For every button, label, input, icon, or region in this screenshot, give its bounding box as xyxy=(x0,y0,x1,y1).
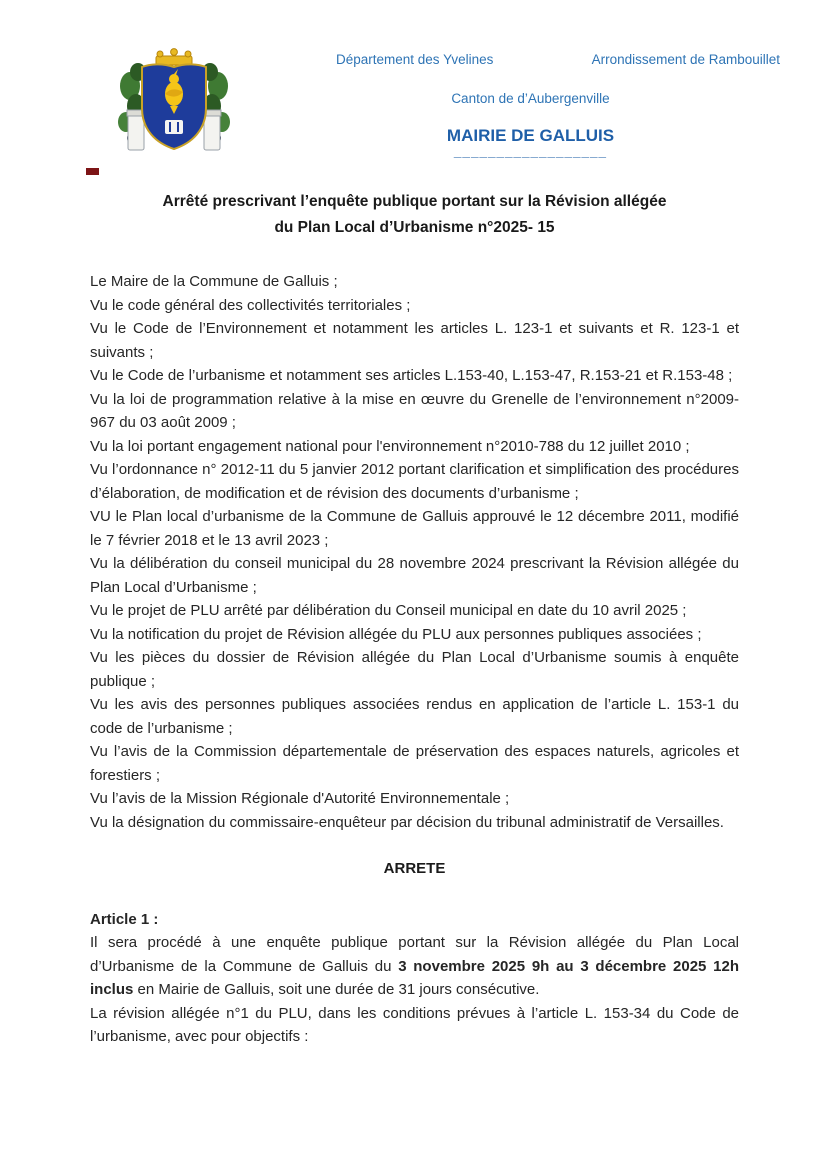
header-text-block xyxy=(236,48,827,159)
recital-paragraph: Vu l’avis de la Commission départementale de préservation des espaces naturels, agricoles et forestiers ; xyxy=(90,743,739,784)
article1-paragraph1 xyxy=(90,931,739,1002)
document-header xyxy=(0,0,827,159)
recital-paragraph: Vu l’avis de la Mission Régionale d'Autorité Environnementale ; xyxy=(90,790,510,807)
recital-paragraph: Vu la loi de programmation relative à la mise en œuvre du Grenelle de l’environnement n°2009-967 du 03 août 2009 ; xyxy=(90,390,739,431)
article1-heading: Article 1 : xyxy=(90,910,159,928)
recitals-section xyxy=(90,270,739,834)
document-body xyxy=(0,189,827,1049)
mairie-title: MAIRIE DE GALLUIS xyxy=(446,126,615,145)
recital-paragraph: Vu les avis des personnes publiques associées rendus en application de l’article L. 153-1 du code de l’urbanisme ; xyxy=(90,696,739,737)
coat-of-arms-icon xyxy=(112,48,236,156)
recital-paragraph: Vu le Code de l’Environnement et notamment les articles L. 123-1 et suivants et R. 123-1 et suivants ; xyxy=(90,320,739,361)
gate-emblem xyxy=(165,120,183,134)
recital-paragraph: Vu les pièces du dossier de Révision allégée du Plan Local d’Urbanisme soumis à enquête publique ; xyxy=(90,649,739,690)
recital-paragraph: Vu la loi portant engagement national pour l'environnement n°2010-788 du 12 juillet 2010 ; xyxy=(90,437,690,455)
article1-p1-pre: Il sera procédé à une enquête publique portant sur la Révision allégée du Plan Local d’Urbanisme de la Commune de Galluis du xyxy=(90,934,739,975)
document-title xyxy=(90,189,739,241)
recital-paragraph: Vu le code général des collectivités territoriales ; xyxy=(90,296,411,314)
article1-p1-post: en Mairie de Galluis, soit une durée de 31 jours consécutive. xyxy=(133,981,540,998)
red-dash-mark xyxy=(86,168,99,175)
crown xyxy=(156,49,192,65)
departement-label: Département des Yvelines xyxy=(336,52,494,67)
recital-paragraph: Vu le Code de l’urbanisme et notamment ses articles L.153-40, L.153-47, R.153-21 et R.153-48 ; xyxy=(90,367,733,384)
recital-paragraph: Vu la délibération du conseil municipal du 28 novembre 2024 prescrivant la Révision allégée du Plan Local d’Urbanisme ; xyxy=(90,555,739,596)
arrete-heading: ARRETE xyxy=(383,860,446,877)
document-title-line2: du Plan Local d’Urbanisme n°2025- 15 xyxy=(274,219,555,236)
recital-paragraph: Vu la désignation du commissaire-enquêteur par décision du tribunal administratif de Versailles. xyxy=(90,813,724,831)
article1-body xyxy=(90,931,739,1049)
mairie-underline: __________________ xyxy=(453,144,608,159)
article1-p1-dates: 3 novembre 2025 9h au 3 décembre 2025 12h inclus xyxy=(90,957,739,998)
document-title-line1: Arrêté prescrivant l’enquête publique portant sur la Révision allégée xyxy=(162,193,667,210)
recital-paragraph: Vu l’ordonnance n° 2012-11 du 5 janvier 2012 portant clarification et simplification des procédures d’élaboration, de modification et de révision des documents d’urbanisme ; xyxy=(90,461,739,502)
recital-paragraph: Le Maire de la Commune de Galluis ; xyxy=(90,273,338,290)
canton-label: Canton de d’Aubergenville xyxy=(451,91,610,106)
recital-paragraph: Vu la notification du projet de Révision allégée du PLU aux personnes publiques associées ; xyxy=(90,625,702,643)
recital-paragraph: Vu le projet de PLU arrêté par délibération du Conseil municipal en date du 10 avril 2025 ; xyxy=(90,602,687,619)
recital-paragraph: VU le Plan local d’urbanisme de la Commune de Galluis approuvé le 12 décembre 2011, modifié le 7 février 2018 et le 13 avril 2023 ; xyxy=(90,508,739,549)
article1-paragraph2: La révision allégée n°1 du PLU, dans les conditions prévues à l’article L. 153-34 du Code de l’urbanisme, avec pour objectifs : xyxy=(90,1004,739,1045)
arrondissement-label: Arrondissement de Rambouillet xyxy=(591,52,780,67)
header-row-territorial xyxy=(281,52,780,67)
